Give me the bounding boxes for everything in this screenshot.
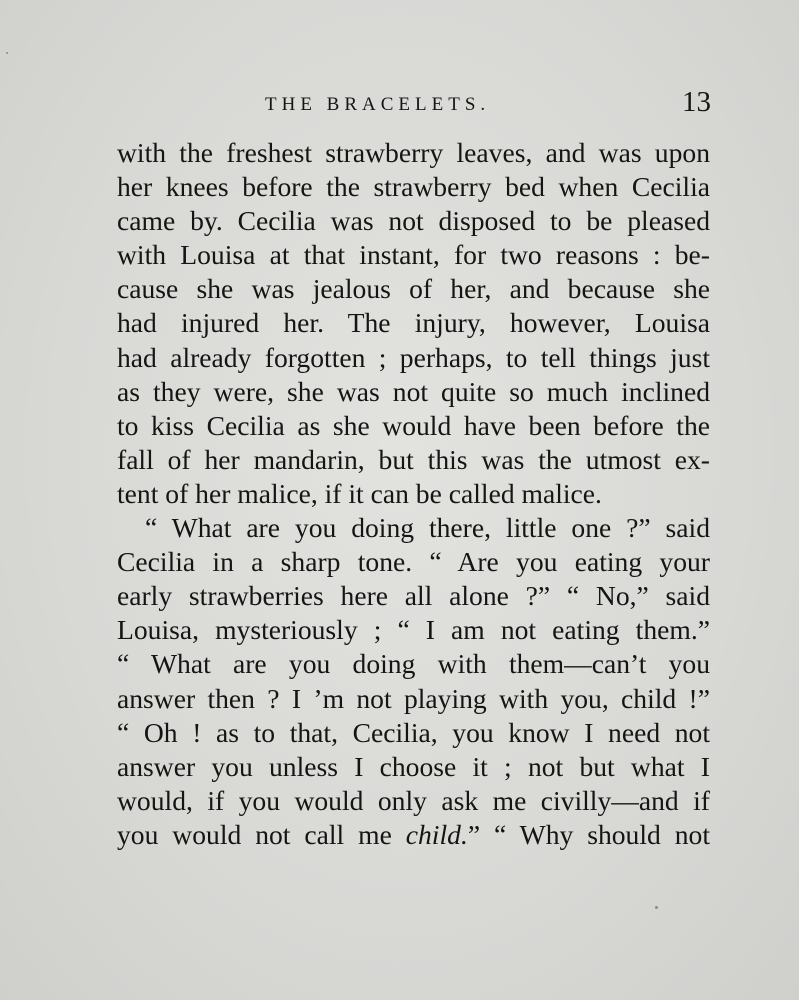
text-line: “ Oh ! as to that, Cecilia, you know I need not [117,716,710,748]
text-line: answer then ? I ’m not playing with you, child !” [117,682,710,714]
final-line-end: ” “ Why should not [467,818,710,850]
text-line: with Louisa at that instant, for two reasons : be- [117,239,710,271]
text-line: had already forgotten ; perhaps, to tell things just [117,341,710,373]
final-line-start: you would not call me [117,818,406,850]
text-line: early strawberries here all alone ?” “ No,” said [117,580,710,612]
text-line: Cecilia in a sharp tone. “ Are you eating your [117,546,710,578]
text-line: tent of her malice, if it can be called malice. [117,477,602,509]
text-line: with the freshest strawberry leaves, and was upon [117,137,710,168]
paper-speck [655,906,658,909]
text-line: came by. Cecilia was not disposed to be pleased [117,205,710,237]
text-line: had injured her. The injury, however, Louisa [117,307,710,339]
text-line: answer you unless I choose it ; not but what I [117,750,710,782]
text-line: cause she was jealous of her, and because she [117,273,710,305]
text-line: as they were, she was not quite so much inclined [117,375,710,407]
text-line: to kiss Cecilia as she would have been before the [117,409,710,441]
text-line: Louisa, mysteriously ; “ I am not eating them.” [117,614,710,646]
text-line: “ What are you doing there, little one ?” said [145,512,710,544]
page-number: 13 [682,86,711,118]
text-line: her knees before the strawberry bed when Cecilia [117,171,710,203]
text-line: “ What are you doing with them—can’t you [117,648,710,680]
running-title: THE BRACELETS. [265,94,491,115]
paper-speck [6,52,8,54]
text-line: would, if you would only ask me civilly—and if [117,784,710,816]
text-line: fall of her mandarin, but this was the utmost ex- [117,443,710,475]
body-text [117,136,710,852]
italic-word: child. [405,818,468,850]
text-line-final [117,818,710,852]
page-header [117,86,709,126]
